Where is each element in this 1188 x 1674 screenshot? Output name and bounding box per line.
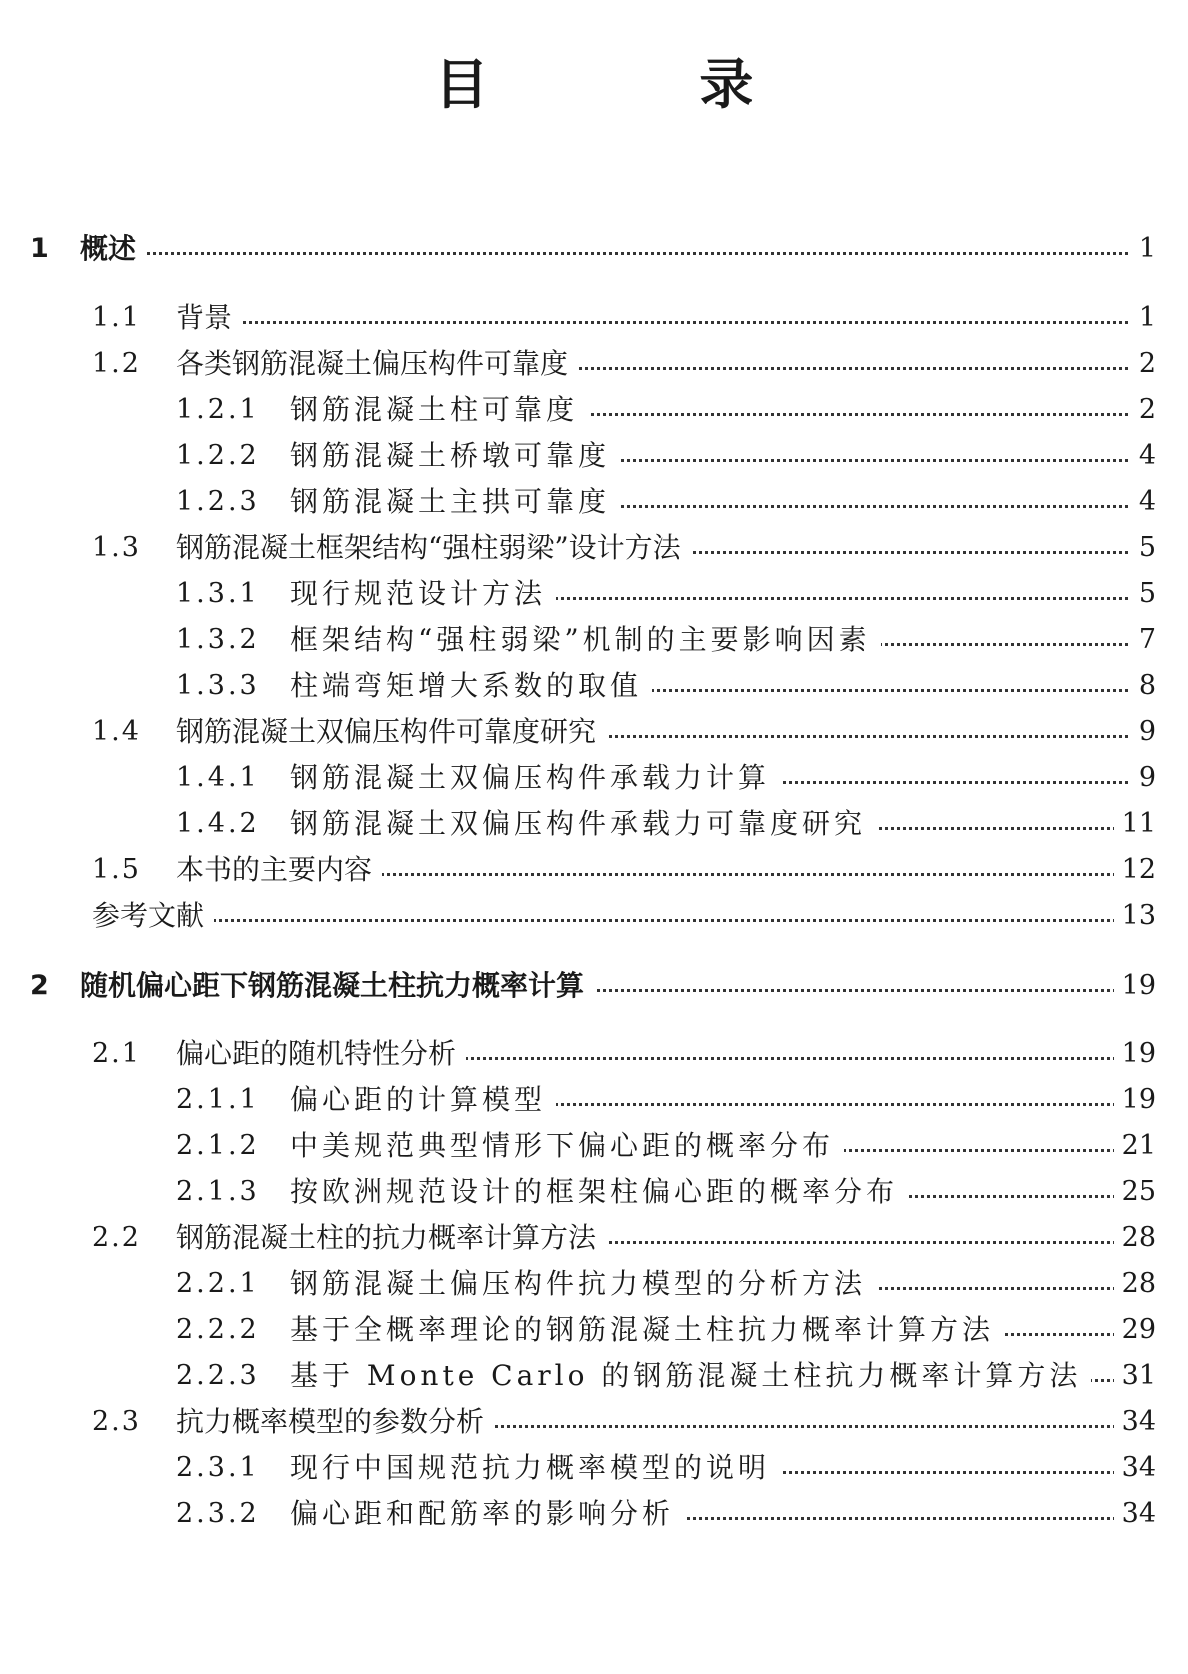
toc-page-number: 11 [1114,806,1156,842]
toc-page-number: 13 [1114,898,1156,934]
toc-number: 2.1.2 [176,1130,260,1161]
toc-entry[interactable] [0,346,1188,382]
toc-entry[interactable] [0,576,1188,612]
toc-page-number: 2 [1131,346,1156,382]
toc-title: 随机偏心距下钢筋混凝土柱抗力概率计算 [80,968,594,1004]
toc-number: 2.3.1 [176,1452,260,1483]
toc-number: 1.2 [92,348,141,379]
toc-number: 2.2.3 [176,1360,260,1391]
toc-entry[interactable] [0,852,1188,888]
toc-page-number: 9 [1131,714,1156,750]
toc-number: 2.3 [92,1406,141,1437]
toc-number: 2.2.2 [176,1314,260,1345]
toc-title: 钢筋混凝土框架结构“强柱弱梁”设计方法 [176,530,691,566]
toc-entry[interactable] [0,1358,1188,1394]
toc-page-number: 4 [1131,484,1156,520]
toc-page-number: 34 [1114,1404,1156,1440]
toc-number: 2.1.1 [176,1084,260,1115]
toc-number: 2.3.2 [176,1498,260,1529]
toc-entry[interactable] [0,622,1188,658]
toc-page-number: 25 [1114,1174,1156,1210]
toc-number: 1.3.1 [176,578,260,609]
toc-entry[interactable] [0,1128,1188,1164]
toc-number: 2 [30,970,49,1001]
toc-number: 1.3.2 [176,624,260,655]
toc-number: 2.1.3 [176,1176,260,1207]
toc-title: 偏心距的计算模型 [290,1082,556,1118]
toc-page-number: 28 [1114,1220,1156,1256]
toc-page-number: 5 [1131,576,1156,612]
toc-entry[interactable] [0,1082,1188,1118]
toc-number: 1.1 [92,302,141,333]
toc-title: 基于全概率理论的钢筋混凝土柱抗力概率计算方法 [290,1312,1004,1348]
toc-entry[interactable] [0,1036,1188,1072]
toc-page-number: 29 [1114,1312,1156,1348]
toc-entry[interactable] [0,760,1188,796]
toc-title: 参考文献 [92,898,214,934]
toc-entry[interactable] [0,898,1188,934]
toc-number: 1.2.1 [176,394,260,425]
toc-title: 钢筋混凝土桥墩可靠度 [290,438,620,474]
toc-entry[interactable] [0,1496,1188,1532]
toc-page-number: 2 [1131,392,1156,428]
toc-title: 抗力概率模型的参数分析 [176,1404,494,1440]
toc-number: 1.4 [92,716,141,747]
toc-title: 现行中国规范抗力概率模型的说明 [290,1450,780,1486]
toc-entry[interactable] [0,714,1188,750]
toc-title: 背景 [176,300,242,336]
toc-page-number: 19 [1114,968,1156,1004]
toc-entry[interactable] [0,484,1188,520]
toc-number: 2.2.1 [176,1268,260,1299]
toc-title: 本书的主要内容 [176,852,382,888]
toc-number: 2.1 [92,1038,141,1069]
toc-title: 柱端弯矩增大系数的取值 [290,668,652,704]
toc-page-number: 5 [1131,530,1156,566]
toc-entry[interactable] [0,438,1188,474]
toc-title: 偏心距的随机特性分析 [176,1036,466,1072]
toc-entry[interactable] [0,1404,1188,1440]
toc-title: 钢筋混凝土双偏压构件可靠度研究 [176,714,606,750]
toc-page-number: 1 [1131,300,1156,336]
toc-number: 1.5 [92,854,141,885]
toc-entry[interactable] [0,1312,1188,1348]
toc-entry[interactable] [0,1450,1188,1486]
toc-page-number: 34 [1114,1496,1156,1532]
toc-title: 钢筋混凝土双偏压构件承载力可靠度研究 [290,806,876,842]
toc-title: 概述 [80,231,146,267]
toc-number: 1.2.2 [176,440,260,471]
toc-number: 1.4.1 [176,762,260,793]
toc-number: 1.3 [92,532,141,563]
page-title: 目 录 [434,53,850,116]
dot-leader [92,898,1128,922]
dot-leader [176,300,1128,324]
toc-entry[interactable] [0,1174,1188,1210]
toc-number: 1.4.2 [176,808,260,839]
toc-page-number: 1 [1131,231,1156,267]
toc-entry[interactable] [0,300,1188,336]
toc-page-number: 21 [1114,1128,1156,1164]
toc-title: 钢筋混凝土柱的抗力概率计算方法 [176,1220,606,1256]
toc-page-number: 28 [1114,1266,1156,1302]
toc-title: 现行规范设计方法 [290,576,556,612]
toc-entry[interactable] [0,392,1188,428]
toc-number: 1 [30,233,49,264]
toc-page-number: 4 [1131,438,1156,474]
toc-title: 钢筋混凝土双偏压构件承载力计算 [290,760,780,796]
toc-number: 1.3.3 [176,670,260,701]
toc-title: 偏心距和配筋率的影响分析 [290,1496,684,1532]
toc-entry[interactable] [0,968,1188,1004]
toc-page-number: 31 [1114,1358,1156,1394]
toc-title: 钢筋混凝土主拱可靠度 [290,484,620,520]
toc-page-number: 34 [1114,1450,1156,1486]
toc-entry[interactable] [0,1220,1188,1256]
toc-page-number: 19 [1114,1036,1156,1072]
toc-title: 框架结构“强柱弱梁”机制的主要影响因素 [290,622,881,658]
toc-title: 钢筋混凝土偏压构件抗力模型的分析方法 [290,1266,876,1302]
toc-title: 各类钢筋混凝土偏压构件可靠度 [176,346,578,382]
toc-page-number: 12 [1114,852,1156,888]
toc-entry[interactable] [0,530,1188,566]
toc-entry[interactable] [0,231,1188,267]
toc-entry[interactable] [0,1266,1188,1302]
toc-page-number: 7 [1131,622,1156,658]
toc-page-number: 19 [1114,1082,1156,1118]
toc-title: 钢筋混凝土柱可靠度 [290,392,588,428]
toc-entry[interactable] [0,668,1188,704]
toc-number: 1.2.3 [176,486,260,517]
toc-number: 2.2 [92,1222,141,1253]
toc-page-number: 9 [1131,760,1156,796]
toc-title: 基于 Monte Carlo 的钢筋混凝土柱抗力概率计算方法 [290,1358,1091,1394]
toc-title: 中美规范典型情形下偏心距的概率分布 [290,1128,844,1164]
toc-title: 按欧洲规范设计的框架柱偏心距的概率分布 [290,1174,908,1210]
dot-leader [80,231,1128,255]
toc-entry[interactable] [0,806,1188,842]
toc-page-number: 8 [1131,668,1156,704]
